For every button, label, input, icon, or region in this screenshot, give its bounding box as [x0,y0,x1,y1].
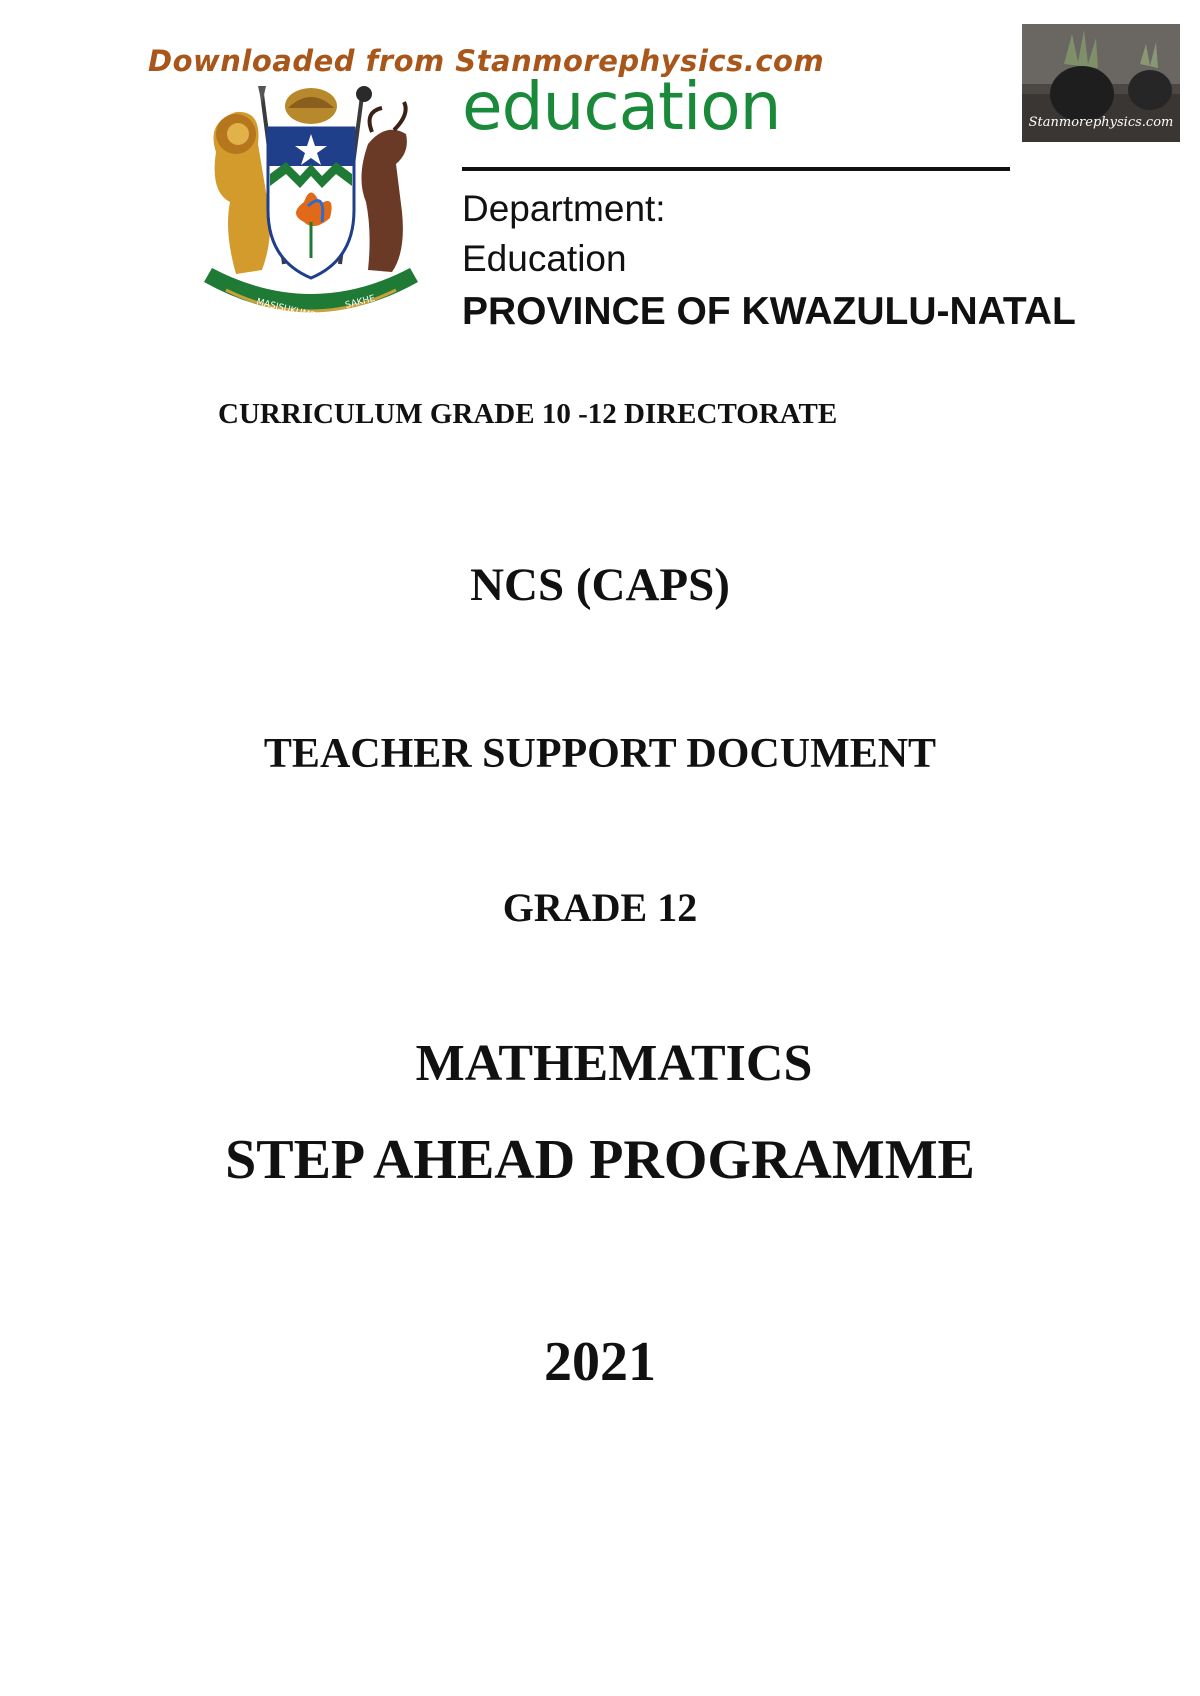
download-banner[interactable]: Downloaded from Stanmorephysics.com [148,44,825,78]
department-label: Department: [462,188,666,229]
svg-text:SAKHE: SAKHE [344,293,377,311]
header-divider [462,167,1010,171]
document-type-heading: TEACHER SUPPORT DOCUMENT [263,731,937,777]
directorate-heading: CURRICULUM GRADE 10 -12 DIRECTORATE [218,398,838,430]
province-name: PROVINCE OF KWAZULU-NATAL [462,290,1076,333]
watermark-image[interactable] [1022,24,1180,142]
svg-text:MASISUKUME: MASISUKUME [255,297,317,322]
subject-heading: MATHEMATICS [415,1035,813,1092]
watermark-caption: Stanmorephysics.com [1028,115,1174,130]
curriculum-heading: NCS (CAPS) [470,559,730,611]
year-heading: 2021 [544,1331,656,1393]
education-wordmark: education [462,68,781,145]
department-name: Education [462,238,627,279]
programme-heading: STEP AHEAD PROGRAMME [225,1129,975,1191]
grade-heading: GRADE 12 [502,885,698,930]
coat-of-arms-logo [196,82,426,332]
